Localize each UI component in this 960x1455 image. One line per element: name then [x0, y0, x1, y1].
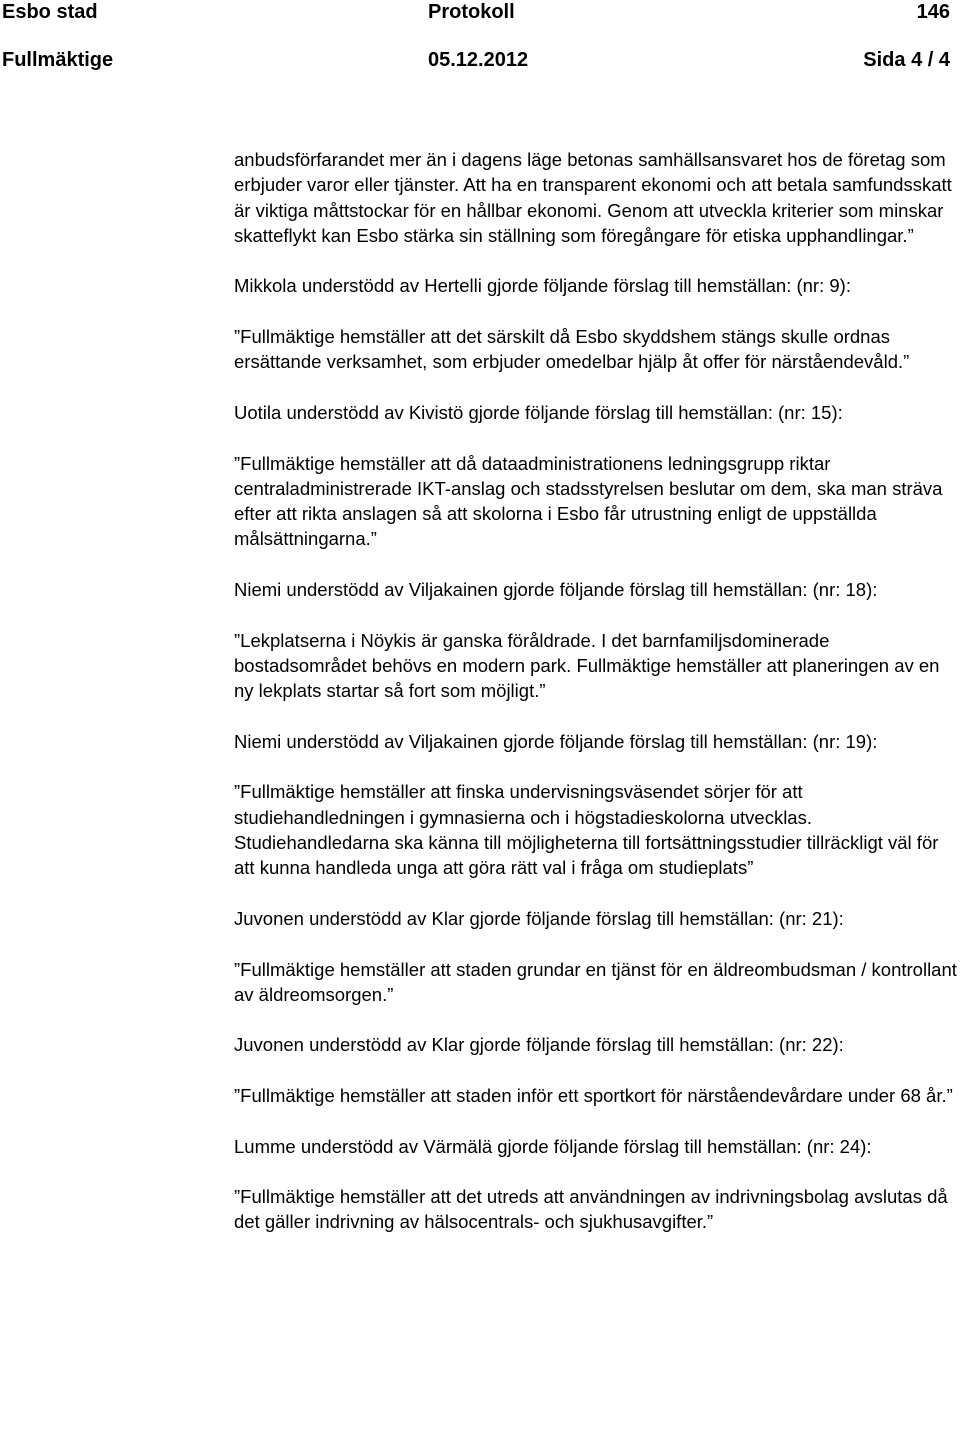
- proposal-intro-24: Lumme understödd av Värmälä gjorde följande förslag till hemställan: (nr: 24):: [234, 1135, 872, 1157]
- header-org: Esbo stad: [2, 1, 98, 23]
- proposal-text-18: ”Lekplatserna i Nöykis är ganska föråldrade. I det barnfamiljsdominerade bostadsområdet behövs en modern park. Fullmäktige hemställer att planeringen av en ny lekplats startar så fort som möjligt.”: [234, 629, 940, 702]
- header-page: Sida 4 / 4: [863, 49, 950, 71]
- proposal-text-22: ”Fullmäktige hemställer att staden inför ett sportkort för närståendevårdare under 68 år.”: [234, 1084, 953, 1106]
- paragraph-procurement: anbudsförfarandet mer än i dagens läge betonas samhällsansvaret hos de företag som erbjuder varor eller tjänster. Att ha en transparent ekonomi och att betala samfundsskatt är viktiga måttstockar för en hållbar ekonomi. Genom att utveckla kriterier som minskar skatteflykt kan Esbo stärka sin ställning som föregångare för etiska upphandlingar.”: [234, 149, 952, 246]
- proposal-intro-21: Juvonen understödd av Klar gjorde följande förslag till hemställan: (nr: 21):: [234, 907, 844, 929]
- header-number: 146: [916, 1, 950, 23]
- header-date: 05.12.2012: [428, 49, 529, 71]
- proposal-intro-22: Juvonen understödd av Klar gjorde följande förslag till hemställan: (nr: 22):: [234, 1034, 844, 1056]
- proposal-text-24: ”Fullmäktige hemställer att det utreds att användningen av indrivningsbolag avslutas då det gäller indrivning av hälsocentrals- och sjukhusavgifter.”: [234, 1186, 948, 1233]
- proposal-text-9: ”Fullmäktige hemställer att det särskilt då Esbo skyddshem stängs skulle ordnas ersättande verksamhet, som erbjuder omedelbar hjälp åt offer för närståendevåld.”: [234, 326, 910, 373]
- proposal-intro-19: Niemi understödd av Viljakainen gjorde följande förslag till hemställan: (nr: 19):: [234, 730, 878, 752]
- proposal-text-15: ”Fullmäktige hemställer att då dataadministrationens ledningsgrupp riktar centraladministrerade IKT-anslag och stadsstyrelsen beslutar om dem, ska man sträva efter att rikta anslagen så att skolorna i Esbo får utrustning enligt de uppställda målsättningarna.”: [234, 452, 943, 550]
- header-doc-type: Protokoll: [428, 1, 515, 23]
- proposal-intro-15: Uotila understödd av Kivistö gjorde följande förslag till hemställan: (nr: 15):: [234, 401, 843, 423]
- header-body: Fullmäktige: [2, 49, 114, 71]
- proposal-intro-18: Niemi understödd av Viljakainen gjorde följande förslag till hemställan: (nr: 18):: [234, 579, 878, 601]
- proposal-intro-9: Mikkola understödd av Hertelli gjorde följande förslag till hemställan: (nr: 9):: [234, 275, 851, 297]
- proposal-text-19: ”Fullmäktige hemställer att finska undervisningsväsendet sörjer för att studiehandledningen i gymnasierna och i högstadieskolorna utvecklas. Studiehandledarna ska känna till möjligheterna till fortsättningsstudier tillräckligt väl för att kunna handleda unga att göra rätt val i fråga om studieplats”: [234, 781, 939, 879]
- document-body: [234, 147, 958, 1260]
- proposal-text-21: ”Fullmäktige hemställer att staden grundar en tjänst för en äldreombudsman / kontrollant av äldreomsorgen.”: [234, 958, 957, 1005]
